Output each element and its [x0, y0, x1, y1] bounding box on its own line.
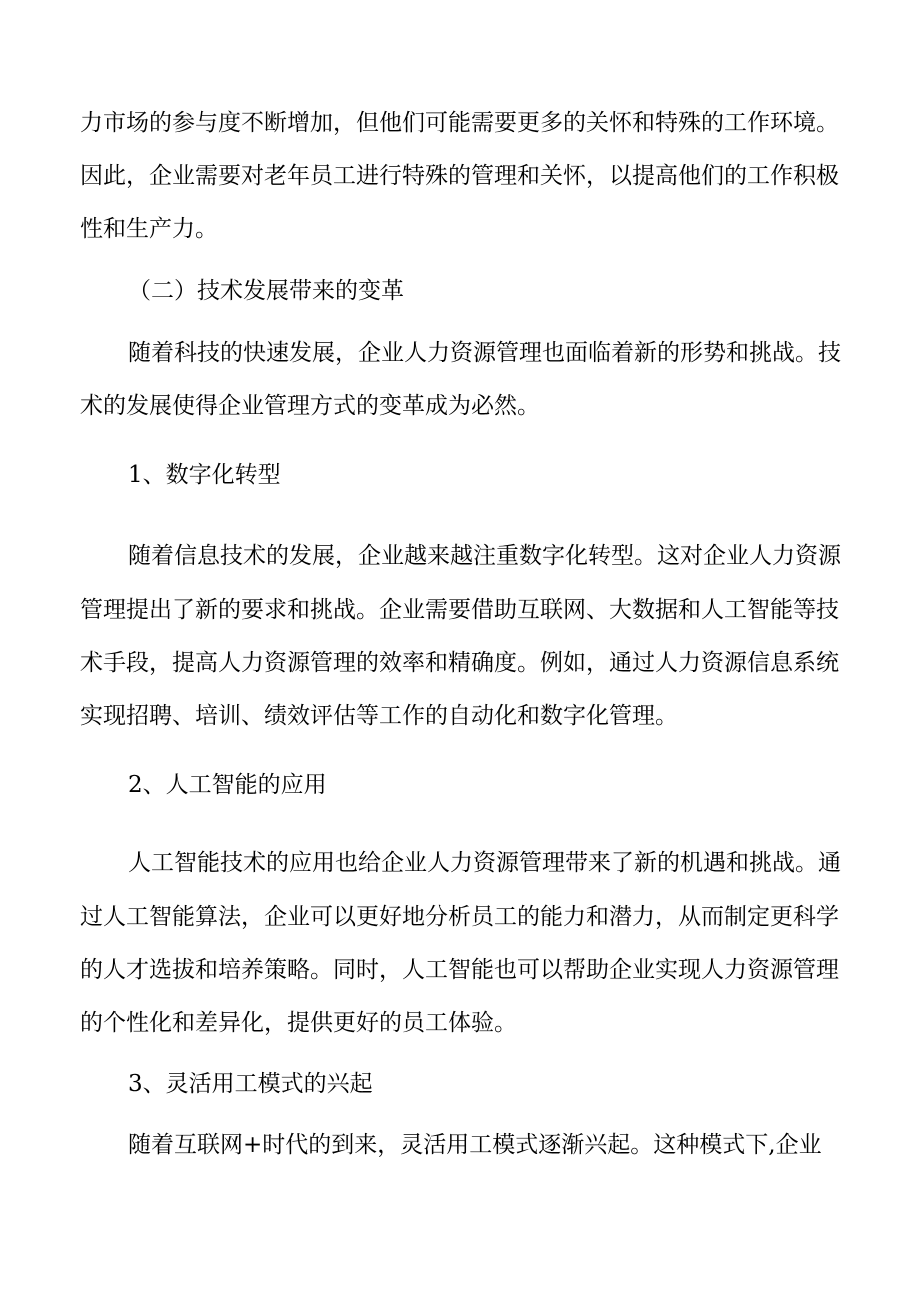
paragraph-line: 力市场的参与度不断增加，但他们可能需要更多的关怀和特殊的工作环境。 — [80, 110, 839, 136]
paragraph-line: 随着信息技术的发展，企业越来越注重数字化转型。这对企业人力资源 — [128, 543, 841, 569]
paragraph-line: 术的发展使得企业管理方式的变革成为必然。 — [80, 393, 540, 419]
paragraph-line: 人工智能技术的应用也给企业人力资源管理带来了新的机遇和挑战。通 — [128, 850, 841, 876]
paragraph-line: 因此，企业需要对老年员工进行特殊的管理和关怀，以提高他们的工作积极 — [80, 163, 839, 189]
subsection-heading: 1、数字化转型 — [128, 462, 281, 488]
paragraph-line: 实现招聘、培训、绩效评估等工作的自动化和数字化管理。 — [80, 703, 678, 729]
paragraph-line: 管理提出了新的要求和挑战。企业需要借助互联网、大数据和人工智能等技 — [80, 597, 839, 623]
paragraph-line: 的个性化和差异化，提供更好的员工体验。 — [80, 1010, 517, 1036]
paragraph-line: 随着科技的快速发展，企业人力资源管理也面临着新的形势和挑战。技 — [128, 340, 841, 366]
paragraph-line: 术手段，提高人力资源管理的效率和精确度。例如，通过人力资源信息系统 — [80, 650, 839, 676]
subsection-heading: 3、灵活用工模式的兴起 — [128, 1071, 373, 1097]
paragraph-line: 随着互联网+时代的到来，灵活用工模式逐渐兴起。这种模式下,企业 — [128, 1132, 822, 1158]
paragraph-line: 的人才选拔和培养策略。同时，人工智能也可以帮助企业实现人力资源管理 — [80, 957, 839, 983]
paragraph-line: 性和生产力。 — [80, 216, 218, 242]
paragraph-line: 过人工智能算法，企业可以更好地分析员工的能力和潜力，从而制定更科学 — [80, 904, 839, 930]
subsection-heading: 2、人工智能的应用 — [128, 772, 327, 798]
section-heading: （二）技术发展带来的变革 — [128, 278, 404, 304]
